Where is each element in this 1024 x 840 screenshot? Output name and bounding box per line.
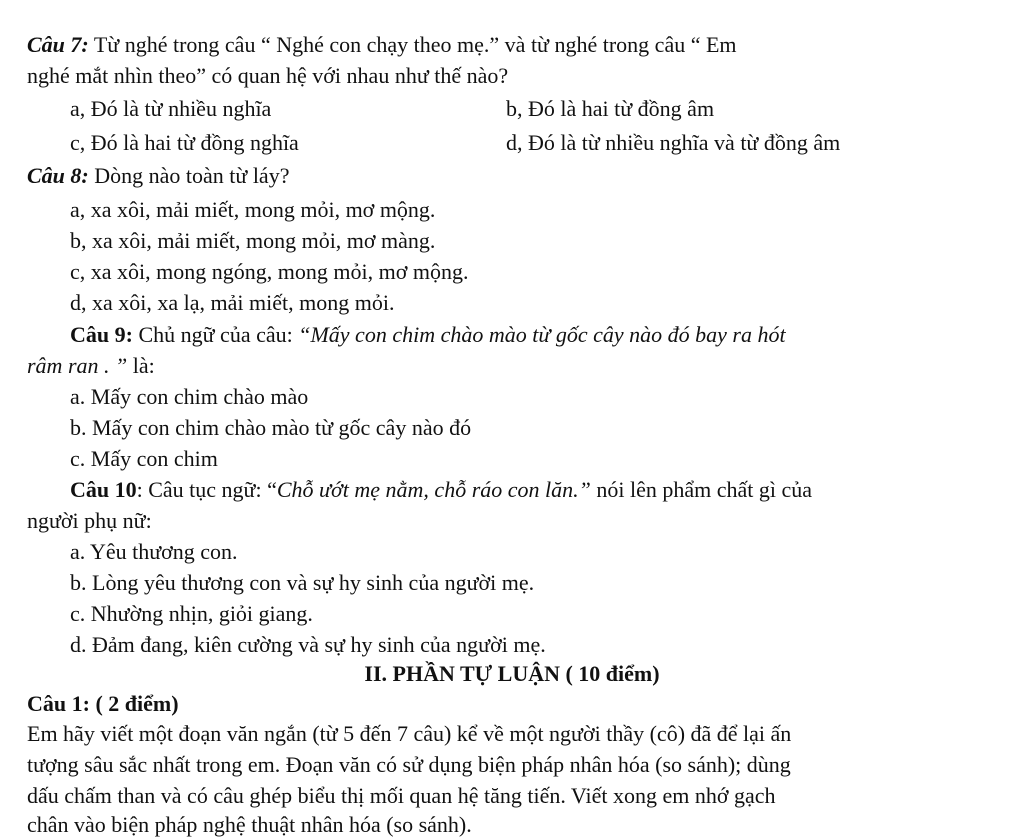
- q10-stem-line2: người phụ nữ:: [27, 508, 152, 533]
- essay-line-2: tượng sâu sắc nhất trong em. Đoạn văn có sử dụng biện pháp nhân hóa (so sánh); dùng: [27, 752, 791, 777]
- q7-label: Câu 7:: [27, 32, 89, 57]
- q10-stem-prefix: : Câu tục ngữ: “: [136, 477, 277, 502]
- q8-option-c: c, xa xôi, mong ngóng, mong mỏi, mơ mộng.: [70, 259, 469, 284]
- q10-option-b: b. Lòng yêu thương con và sự hy sinh của người mẹ.: [70, 570, 535, 595]
- q10-option-c: c. Nhường nhịn, giỏi giang.: [70, 601, 313, 626]
- essay-line-4: chân vào biện pháp nghệ thuật nhân hóa (so sánh).: [27, 812, 472, 837]
- q7-stem-line2: nghé mắt nhìn theo” có quan hệ với nhau như thế nào?: [27, 63, 509, 88]
- q9-quote-line2: râm ran . ”: [27, 353, 128, 378]
- q10-option-d: d. Đảm đang, kiên cường và sự hy sinh của người mẹ.: [70, 632, 546, 657]
- q9-stem-suffix: là:: [127, 353, 155, 378]
- q8-label: Câu 8:: [27, 163, 89, 188]
- essay-line-3: dấu chấm than và có câu ghép biểu thị mối quan hệ tăng tiến. Viết xong em nhớ gạch: [27, 783, 776, 808]
- q9-stem-prefix: Chủ ngữ của câu:: [132, 322, 299, 347]
- q10-stem-line1: [70, 475, 812, 505]
- q8-option-b: b, xa xôi, mải miết, mong mỏi, mơ màng.: [70, 228, 436, 253]
- q9-option-c: c. Mấy con chim: [70, 446, 218, 471]
- essay-line-1: Em hãy viết một đoạn văn ngắn (từ 5 đến 7 câu) kể về một người thầy (cô) đã để lại ấn: [27, 721, 792, 746]
- q10-label: Câu 10: [70, 477, 137, 502]
- q8-option-d: d, xa xôi, xa lạ, mải miết, mong mỏi.: [70, 290, 395, 315]
- q7-stem-line1: [27, 30, 737, 60]
- q8-stem-text: Dòng nào toàn từ láy?: [88, 163, 290, 188]
- q7-option-d: d, Đó là từ nhiều nghĩa và từ đồng âm: [506, 130, 841, 155]
- q8-option-a: a, xa xôi, mải miết, mong mỏi, mơ mộng.: [70, 197, 436, 222]
- essay-question-label: Câu 1: ( 2 điểm): [27, 691, 179, 716]
- q10-option-a: a. Yêu thương con.: [70, 539, 238, 564]
- section-heading: II. PHẦN TỰ LUẬN ( 10 điểm): [364, 661, 660, 686]
- q7-option-c: c, Đó là hai từ đồng nghĩa: [70, 130, 299, 155]
- q10-quote: Chỗ ướt mẹ nằm, chỗ ráo con lăn.”: [276, 477, 591, 502]
- q9-quote-line1: “Mấy con chim chào mào từ gốc cây nào đó bay ra hót: [298, 322, 786, 347]
- q7-option-b: b, Đó là hai từ đồng âm: [506, 96, 715, 121]
- q9-stem-line1: [70, 320, 786, 350]
- q10-stem-suffix: nói lên phẩm chất gì của: [590, 477, 813, 502]
- q9-stem-line2: [27, 351, 155, 381]
- q9-option-a: a. Mấy con chim chào mào: [70, 384, 309, 409]
- q9-option-b: b. Mấy con chim chào mào từ gốc cây nào đó: [70, 415, 472, 440]
- q9-label: Câu 9:: [70, 322, 133, 347]
- q7-option-a: a, Đó là từ nhiều nghĩa: [70, 96, 272, 121]
- q7-stem-text: Từ nghé trong câu “ Nghé con chạy theo mẹ.” và từ nghé trong câu “ Em: [88, 32, 737, 57]
- q8-stem: [27, 161, 289, 191]
